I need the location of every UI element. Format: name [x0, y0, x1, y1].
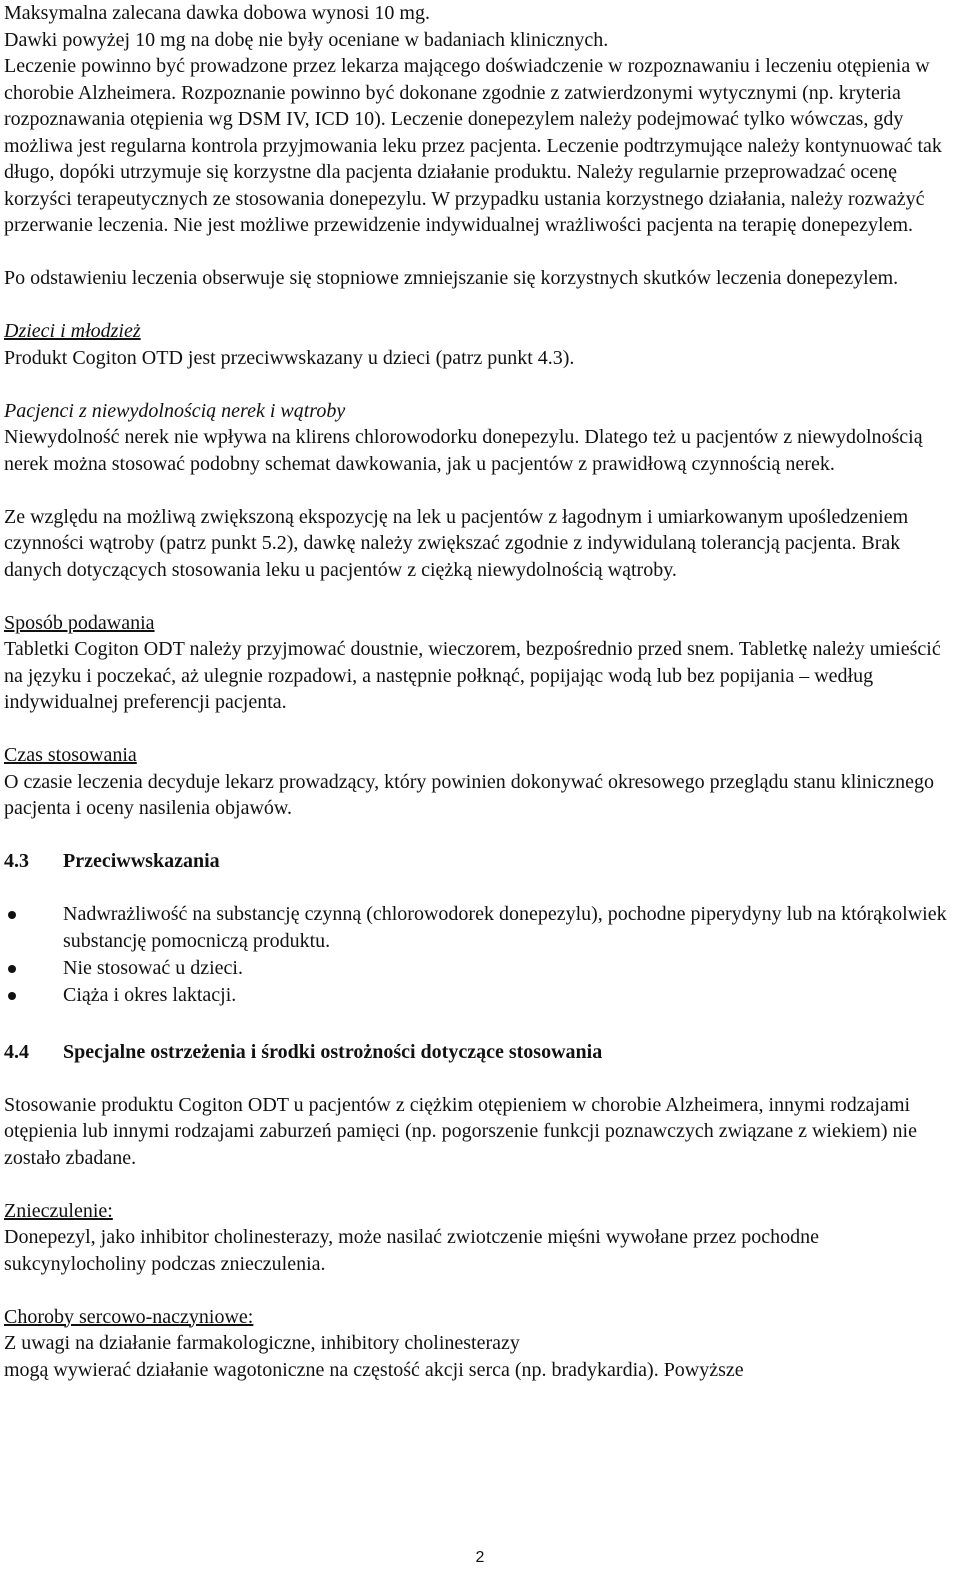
list-item: Nie stosować u dzieci. — [4, 955, 952, 982]
duration-text: O czasie leczenia decyduje lekarz prowadzący, który powinien dokonywać okresowego przeglądu stanu klinicznego pacjenta i oceny nasilenia objawów. — [4, 770, 934, 819]
page-number: 2 — [475, 1549, 485, 1566]
impairment-heading: Pacjenci z niewydolnością nerek i wątroby — [4, 399, 346, 422]
dose-studies-text: Dawki powyżej 10 mg na dobę nie były oceniane w badaniach klinicznych. — [4, 28, 609, 51]
section-number: 4.4 — [4, 1040, 29, 1063]
administration-heading: Sposób podawania — [4, 611, 155, 634]
section-4-3-heading — [4, 848, 952, 875]
contraindications-list — [4, 901, 952, 1009]
renal-paragraph: Niewydolność nerek nie wpływa na klirens chlorowodorku donepezylu. Dlatego też u pacjentów z niewydolnością nerek można stosować podobny schemat dawkowania, jak u pacjentów z prawidłową czynnością nerek. — [4, 426, 923, 475]
children-heading: Dzieci i młodzież — [4, 320, 141, 342]
duration-heading: Czas stosowania — [4, 744, 137, 766]
children-text: Produkt Cogiton OTD jest przeciwwskazany u dzieci (patrz punkt 4.3). — [4, 346, 575, 369]
section-title: Przeciwwskazania — [63, 850, 220, 872]
max-dose-text: Maksymalna zalecana dawka dobowa wynosi 10 mg. — [4, 2, 430, 24]
document-page — [4, 0, 952, 1383]
section-title: Specjalne ostrzeżenia i środki ostrożności dotyczące stosowania — [63, 1040, 603, 1063]
withdrawal-paragraph: Po odstawieniu leczenia obserwuje się stopniowe zmniejszanie się korzystnych skutków leczenia donepezylem. — [4, 267, 899, 289]
anesthesia-heading: Znieczulenie: — [4, 1199, 113, 1222]
section-4-4-heading — [4, 1039, 952, 1066]
anesthesia-text: Donepezyl, jako inhibitor cholinesterazy, może nasilać zwiotczenie mięśni wywołane przez pochodne sukcynylocholiny podczas znieczulenia. — [4, 1226, 820, 1275]
hepatic-paragraph: Ze względu na możliwą zwiększoną ekspozycję na lek u pacjentów z łagodnym i umiarkowanym upośledzeniem czynności wątroby (patrz punkt 5.2), dawkę należy zwiększać zgodnie z indywidulaną tolerancją pacjenta. Brak danych dotyczących stosowania leku u pacjentów z ciężką niewydolnością wątroby. — [4, 505, 909, 581]
administration-text: Tabletki Cogiton ODT należy przyjmować doustnie, wieczorem, bezpośrednio przed snem. Tabletkę należy umieścić na języku i poczekać, aż ulegnie rozpadowi, a następnie połknąć, popijając wodą lub bez popijania – według indywidualnej preferencji pacjenta. — [4, 638, 941, 713]
cardio-heading: Choroby sercowo-naczyniowe: — [4, 1305, 254, 1328]
list-item: Ciąża i okres laktacji. — [4, 982, 952, 1009]
list-item: Nadwrażliwość na substancję czynną (chlorowodorek donepezylu), pochodne piperydyny lub na którąkolwiek substancję pomocniczą produktu. — [4, 901, 952, 955]
treatment-paragraph: Leczenie powinno być prowadzone przez lekarza mającego doświadczenie w rozpoznawaniu i leczeniu otępienia w chorobie Alzheimera. Rozpoznanie powinno być dokonane zgodnie z zatwierdzonymi wytycznymi (np. kryteria rozpoznawania otępienia wg DSM IV, ICD 10). Leczenie donepezylem należy podejmować tylko wówczas, gdy możliwa jest regularna kontrola przyjmowania leku przez pacjenta. Leczenie podtrzymujące należy kontynuować tak długo, dopóki utrzymuje się korzystne dla pacjenta działanie produktu. Należy regularnie przeprowadzać ocenę korzyści terapeutycznych ze stosowania donepezylu. W przypadku ustania korzystnego działania, należy rozważyć przerwanie leczenia. Nie jest możliwe przewidzenie indywidualnej wrażliwości pacjenta na terapię donepezylem. — [4, 55, 942, 236]
section-number: 4.3 — [4, 850, 29, 872]
warnings-intro-paragraph: Stosowanie produktu Cogiton ODT u pacjentów z ciężkim otępieniem w chorobie Alzheimera, innymi rodzajami otępienia lub innymi rodzajami zaburzeń pamięci (np. pogorszenie funkcji poznawczych związane z wiekiem) nie zostało zbadane. — [4, 1093, 917, 1169]
cardio-text-line2: mogą wywierać działanie wagotoniczne na częstość akcji serca (np. bradykardia). Powyższe — [4, 1358, 744, 1381]
cardio-text-line1: Z uwagi na działanie farmakologiczne, inhibitory cholinesterazy — [4, 1332, 520, 1354]
